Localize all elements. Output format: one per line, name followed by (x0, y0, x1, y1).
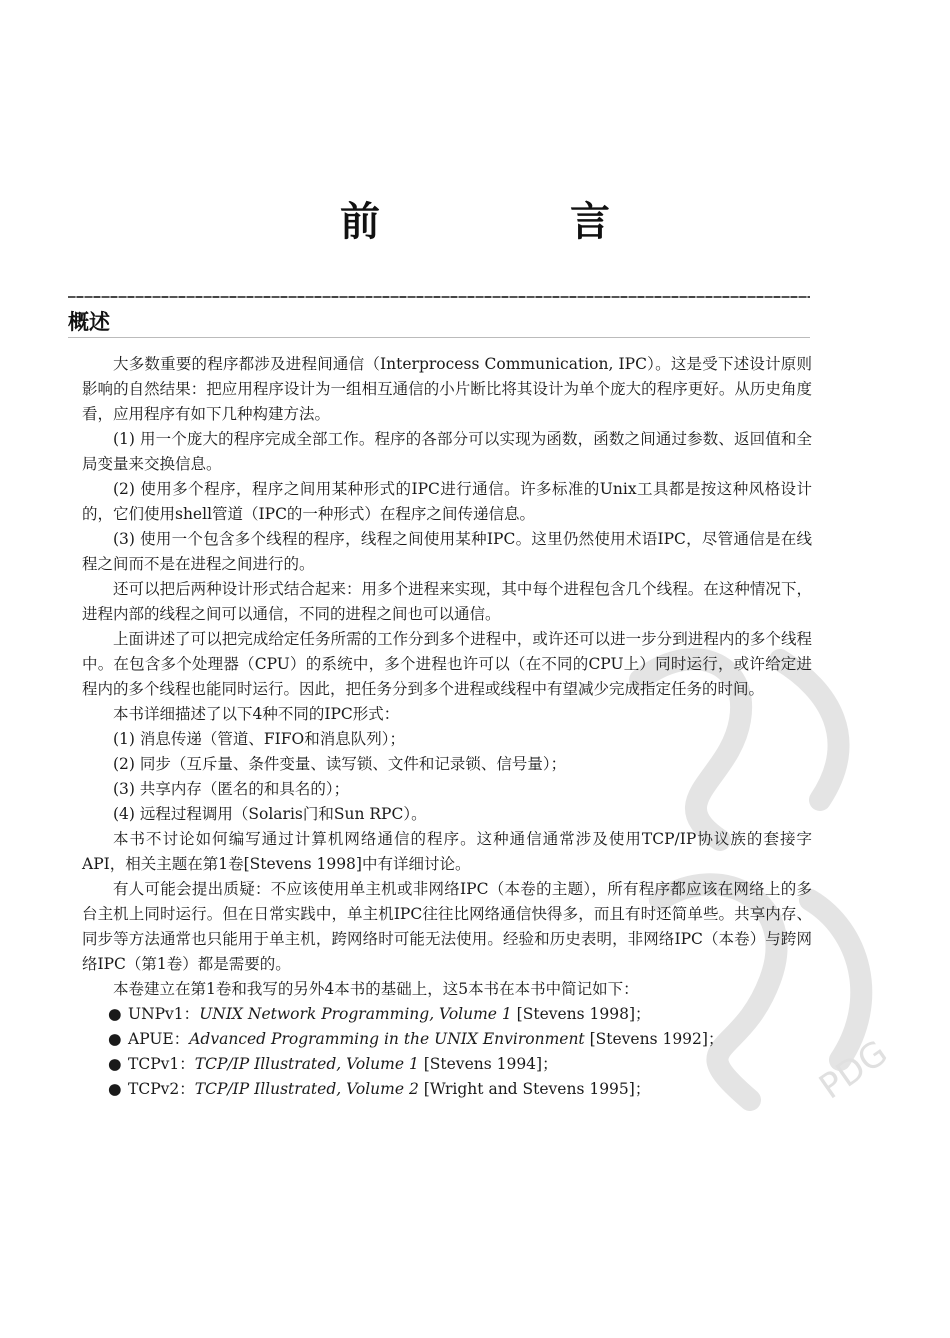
book-title: TCP/IP Illustrated, Volume 2 (194, 1080, 419, 1098)
title-divider (68, 296, 810, 298)
book-list-item (82, 1002, 812, 1027)
page-title: 前 言 (340, 199, 698, 245)
book-abbr: APUE： (128, 1030, 190, 1048)
list-item: (2) 同步（互斥量、条件变量、读写锁、文件和记录锁、信号量）； (113, 755, 567, 773)
book-cite: [Stevens 1998]； (511, 1005, 651, 1023)
list-item: (4) 远程过程调用（Solaris门和Sun RPC）。 (113, 805, 427, 823)
paragraph: 有人可能会提出质疑：不应该使用单主机或非网络IPC（本卷的主题），所有程序都应该在网络上的多台主机上同时运行。但在日常实践中，单主机IPC往往比网络通信快得多，而且有时还简单些。共享内存、同步等方法通常也只能用于单主机，跨网络时可能无法使用。经验和历史表明，非网络IPC（本卷）与跨网络IPC（第1卷）都是需要的。 (82, 880, 812, 973)
bullet-icon: ● (108, 1030, 122, 1048)
book-cite: [Stevens 1992]； (584, 1030, 724, 1048)
paragraph: 还可以把后两种设计形式结合起来：用多个进程来实现，其中每个进程包含几个线程。在这种情况下，进程内部的线程之间可以通信，不同的进程之间也可以通信。 (82, 580, 812, 623)
book-list-item (82, 1052, 812, 1077)
list-item: (1) 消息传递（管道、FIFO和消息队列）； (113, 730, 405, 748)
paragraph: 本书不讨论如何编写通过计算机网络通信的程序。这种通信通常涉及使用TCP/IP协议族的套接字API，相关主题在第1卷[Stevens 1998]中有详细讨论。 (82, 830, 812, 873)
paragraph: (2) 使用多个程序，程序之间用某种形式的IPC进行通信。许多标准的Unix工具都是按这种风格设计的，它们使用shell管道（IPC的一种形式）在程序之间传递信息。 (82, 480, 812, 523)
section-divider (68, 337, 810, 338)
book-abbr: TCPv1： (128, 1055, 195, 1073)
book-title: UNIX Network Programming, Volume 1 (199, 1005, 512, 1023)
book-abbr: UNPv1： (128, 1005, 200, 1023)
book-title: TCP/IP Illustrated, Volume 1 (194, 1055, 419, 1073)
book-abbr: TCPv2： (128, 1080, 195, 1098)
book-title: Advanced Programming in the UNIX Environment (189, 1030, 585, 1048)
paragraph: 本卷建立在第1卷和我写的另外4本书的基础上，这5本书在本书中简记如下： (113, 980, 639, 998)
bullet-icon: ● (108, 1080, 122, 1098)
book-cite: [Stevens 1994]； (418, 1055, 558, 1073)
list-item: (3) 共享内存（匿名的和具名的）； (113, 780, 350, 798)
paragraph: (1) 用一个庞大的程序完成全部工作。程序的各部分可以实现为函数，函数之间通过参数、返回值和全局变量来交换信息。 (82, 430, 812, 473)
paragraph: (3) 使用一个包含多个线程的程序，线程之间使用某种IPC。这里仍然使用术语IPC，尽管通信是在线程之间而不是在进程之间进行的。 (82, 530, 812, 573)
book-cite: [Wright and Stevens 1995]； (418, 1080, 651, 1098)
bullet-icon: ● (108, 1055, 122, 1073)
body-text (82, 352, 812, 1102)
bullet-icon: ● (108, 1005, 122, 1023)
paragraph: 大多数重要的程序都涉及进程间通信（Interprocess Communication, IPC）。这是受下述设计原则影响的自然结果：把应用程序设计为一组相互通信的小片断比将其设计为单个庞大的程序更好。从历史角度看，应用程序有如下几种构建方法。 (82, 355, 812, 423)
book-list-item (82, 1077, 812, 1102)
paragraph: 上面讲述了可以把完成给定任务所需的工作分到多个进程中，或许还可以进一步分到进程内的多个线程中。在包含多个处理器（CPU）的系统中，多个进程也许可以（在不同的CPU上）同时运行，或许给定进程内的多个线程也能同时运行。因此，把任务分到多个进程或线程中有望减少完成指定任务的时间。 (82, 630, 812, 698)
book-list-item (82, 1027, 812, 1052)
section-heading: 概述 (68, 310, 110, 334)
watermark-label: PDG (812, 1032, 895, 1108)
paragraph: 本书详细描述了以下4种不同的IPC形式： (113, 705, 400, 723)
